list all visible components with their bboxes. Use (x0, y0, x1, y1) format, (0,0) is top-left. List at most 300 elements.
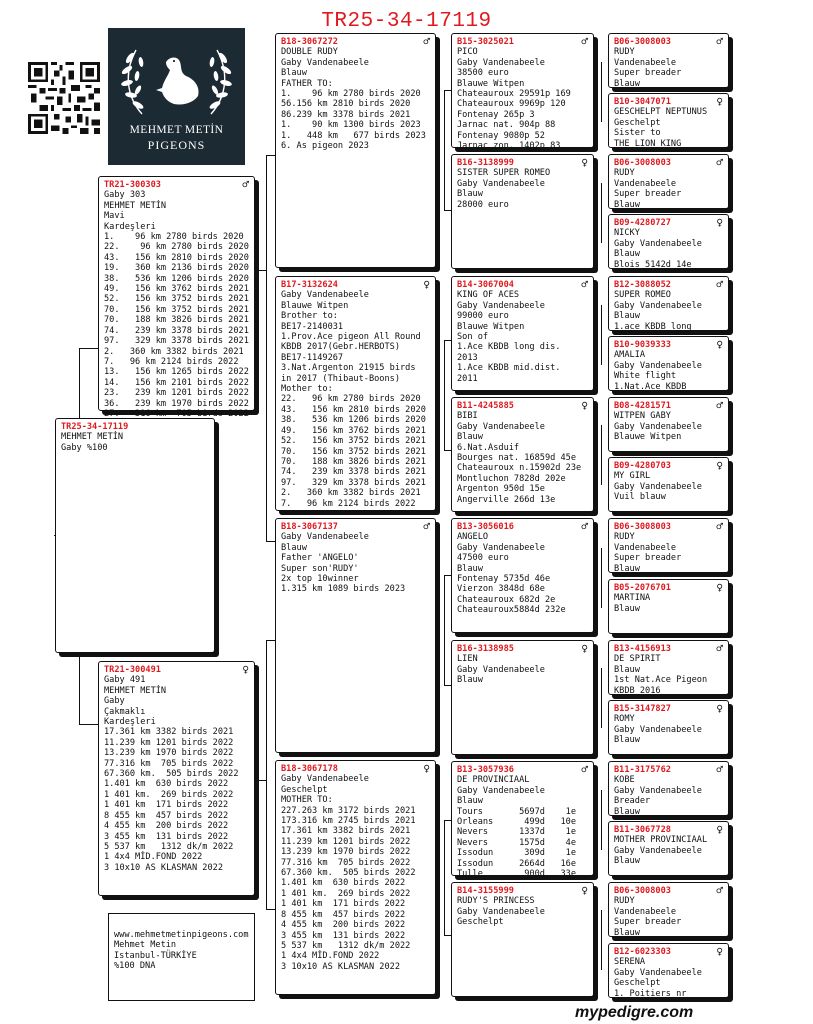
bird-info-line: Blauw (614, 78, 640, 89)
bird-info-line: DOUBLE RUDY (281, 47, 338, 58)
bird-info-line: 70. 156 km 3752 birds 2021 (104, 304, 249, 315)
ring-number: B18-3067272 (281, 37, 338, 47)
bird-card-sdd (451, 397, 594, 512)
ring-number: B18-3067137 (281, 522, 338, 532)
male-icon: ♂ (581, 520, 588, 533)
location-text: Istanbul-TÜRKİYE (114, 950, 197, 961)
bird-info-line: Mother to: (281, 384, 333, 395)
bird-info-line: 38500 euro (457, 68, 509, 79)
bird-card-dss (451, 518, 594, 633)
bird-info-line: 14. 156 km 2101 birds 2022 (104, 377, 249, 388)
bird-info-line: Son of (457, 332, 489, 343)
bird-info-line: in 2017 (Thibaut-Boons) (281, 373, 400, 384)
bird-card-dssd (608, 579, 729, 634)
bird-info-line: 1.Nat.Ace KBDB (614, 381, 687, 392)
ring-number: B11-3067728 (614, 825, 671, 835)
bird-info-line: 56.156 km 2810 birds 2020 (281, 99, 411, 110)
bird-info-line: 8 455 km 457 birds 2022 (281, 909, 406, 920)
bird-info-line: Blauwe Witpen (614, 432, 682, 443)
bird-info-line: Super son'RUDY' (281, 563, 359, 574)
bird-info-line: Blauw (614, 249, 640, 260)
bird-info-line: Çakmaklı (104, 706, 146, 717)
ring-number: B18-3067178 (281, 764, 338, 774)
bird-info-line: KBDB 2016 (614, 685, 661, 696)
female-icon: ♀ (716, 581, 723, 594)
pigeon-wreath-icon (108, 28, 245, 124)
bird-info-line: Issodun 309d 1e (457, 848, 576, 859)
bird-info-line: MARTINA (614, 593, 651, 604)
ring-number: TR25-34-17119 (61, 422, 129, 432)
bird-info-line: MY GIRL (614, 471, 651, 482)
bird-info-line: Gaby Vandenabeele (457, 300, 545, 311)
bird-info-line: 1 4x4 MİD.FOND 2022 (104, 852, 203, 863)
bird-info-line: Chateauroux 9969p 120 (457, 99, 566, 110)
bird-info-line: Vandenabeele (614, 57, 677, 68)
bird-info-line: Jarnac nat. 904p 88 (457, 120, 556, 131)
bird-info-line: DE PROVINCIAAL (457, 775, 530, 786)
bird-info-line: AMALIA (614, 350, 646, 361)
bird-info-line: BE17-2140031 (281, 321, 344, 332)
bird-info-line: 70. 156 km 3752 birds 2021 (281, 446, 426, 457)
ring-number: B16-3138985 (457, 644, 514, 654)
bird-info-line: Blauwe Witpen (281, 300, 349, 311)
bird-card-sire (98, 176, 255, 419)
bird-card-ssd (451, 154, 594, 269)
bird-info-line: 1. 448 km 677 birds 2023 (281, 130, 426, 141)
bird-info-line: 1 401 km 171 birds 2022 (281, 899, 406, 910)
female-icon: ♀ (242, 663, 249, 676)
bird-info-line: Fontenay 265p 3 (457, 109, 535, 120)
female-icon: ♀ (581, 642, 588, 655)
female-icon: ♀ (423, 762, 430, 775)
bird-info-line: 49. 156 km 3762 birds 2021 (281, 425, 426, 436)
bird-info-line: ROMY (614, 714, 635, 725)
bird-info-line: 7. 96 km 2124 birds 2022 (104, 356, 239, 367)
bird-info-line: Nevers 1337d 1e (457, 827, 576, 838)
ring-number: B05-2076701 (614, 583, 671, 593)
bird-info-line: Gaby Vandenabeele (457, 421, 545, 432)
bird-info-line: RUDY (614, 47, 635, 58)
bird-info-line: Blauw (614, 927, 640, 938)
ring-number: B14-3067004 (457, 280, 514, 290)
ring-number: B06-3008003 (614, 158, 671, 168)
bird-info-line: Gaby Vandenabeele (614, 785, 702, 796)
bird-info-line: 1. 90 km 1300 birds 2023 (281, 120, 421, 131)
bird-card-dam (98, 661, 255, 896)
bird-info-line: 38. 536 km 1206 birds 2020 (281, 415, 426, 426)
bird-info-line: BE17-1149267 (281, 352, 344, 363)
bird-info-line: 52. 156 km 3752 birds 2021 (281, 436, 426, 447)
bird-info-line: Blauw (457, 675, 483, 686)
bird-info-line: BIBI (457, 411, 478, 422)
bird-info-line: Gaby Vandenabeele (281, 290, 369, 301)
bird-info-line: Blauw (457, 796, 483, 807)
bird-info-line: 3 10x10 AS KLASMAN 2022 (104, 862, 223, 873)
bird-info-line: Super breader (614, 553, 682, 564)
bird-info-line: KING OF ACES (457, 290, 520, 301)
bird-info-line: WITPEN GABY (614, 411, 671, 422)
bird-info-line: ANGELO (457, 532, 489, 543)
female-icon: ♀ (716, 95, 723, 108)
bird-info-line: Fontenay 5735d 46e (457, 574, 551, 585)
bird-card-ds (275, 518, 436, 753)
bird-card-ssdd (608, 214, 729, 269)
bird-info-line: 77.316 km 705 birds 2022 (281, 857, 411, 868)
bird-info-line: Blauwe Witpen (457, 321, 525, 332)
bird-info-line: PICO (457, 47, 478, 58)
bird-info-line: Blauwe Witpen (457, 78, 525, 89)
bird-card-dddd (608, 943, 729, 998)
bird-info-line: 19. 360 km 2136 birds 2020 (104, 263, 249, 274)
bird-info-line: Geschelpt (614, 978, 661, 989)
ring-number: B11-4245885 (457, 401, 514, 411)
male-icon: ♂ (716, 763, 723, 776)
bird-info-line: Geschelpt (281, 784, 328, 795)
bird-info-line: 52. 156 km 3752 birds 2021 (104, 294, 249, 305)
male-icon: ♂ (581, 763, 588, 776)
bird-info-line: 1 401 km 171 birds 2022 (104, 800, 229, 811)
bird-info-line: 67.360 km. 505 birds 2022 (281, 868, 416, 879)
bird-info-line: Blauw (614, 735, 640, 746)
bird-card-dsdd (608, 700, 729, 755)
bird-info-line: Mavi (104, 211, 125, 222)
ring-number: B11-3175762 (614, 765, 671, 775)
bird-info-line: 97. 329 km 3378 birds 2021 (104, 336, 249, 347)
bird-info-line: Montluchon 7828d 202e (457, 473, 566, 484)
bird-info-line: Orleans 499d 10e (457, 817, 576, 828)
bird-card-dsd (451, 640, 594, 755)
ring-number: B10-3047071 (614, 97, 671, 107)
bird-info-line: 4 455 km 200 birds 2022 (281, 920, 406, 931)
bird-info-line: 1 401 km. 269 birds 2022 (281, 888, 411, 899)
bird-info-line: RUDY (614, 532, 635, 543)
dna-text: %100 DNA (114, 961, 156, 972)
bird-info-line: Vandenabeele (614, 542, 677, 553)
bird-info-line: 13.239 km 1970 birds 2022 (104, 748, 234, 759)
bird-info-line: 8 455 km 457 birds 2022 (104, 810, 229, 821)
bird-info-line: 23. 239 km 1201 birds 2022 (104, 388, 249, 399)
bird-info-line: 47500 euro (457, 553, 509, 564)
bird-info-line: FATHER TO: (281, 78, 333, 89)
bird-info-line: Gaby Vandenabeele (614, 238, 702, 249)
bird-info-line: 11.239 km 1201 birds 2022 (104, 737, 234, 748)
male-icon: ♂ (716, 520, 723, 533)
ring-number: B16-3138999 (457, 158, 514, 168)
bird-info-line: NICKY (614, 228, 640, 239)
bird-info-line: Super breader (614, 917, 682, 928)
bird-info-line: Chateauroux n.15902d 23e (457, 463, 582, 474)
bird-info-line: 13. 156 km 1265 birds 2022 (104, 367, 249, 378)
bird-info-line: 36. 239 km 1970 birds 2022 (104, 398, 249, 409)
bird-info-line: Vandenabeele (614, 906, 677, 917)
bird-info-line: 5 537 km 1312 dk/m 2022 (281, 940, 411, 951)
bird-card-sdss (608, 276, 729, 331)
male-icon: ♂ (423, 35, 430, 48)
loft-contact-box (108, 913, 255, 1001)
pedigree-title: TR25-34-17119 (321, 10, 492, 33)
bird-info-line: Jarnac zon. 1402p 83 (457, 141, 561, 152)
ring-number: B09-4280703 (614, 461, 671, 471)
website-text: www.mehmetmetinpigeons.com (114, 930, 249, 940)
bird-info-line: Blauw (457, 432, 483, 443)
bird-info-line: Blauw (614, 806, 640, 817)
bird-info-line: LIEN (457, 654, 478, 665)
bird-info-line: 1.Prov.Ace pigeon All Round (281, 332, 421, 343)
bird-info-line: Gaby Vandenabeele (457, 785, 545, 796)
male-icon: ♂ (581, 35, 588, 48)
bird-info-line: 74. 239 km 3378 birds 2021 (104, 325, 249, 336)
bird-info-line: 3 455 km 131 birds 2022 (281, 930, 406, 941)
bird-info-line: 77.316 km 705 birds 2022 (104, 758, 234, 769)
bird-info-line: Kardeşleri (104, 717, 156, 728)
bird-info-line: Super breader (614, 68, 682, 79)
bird-info-line: Breader (614, 796, 651, 807)
ring-number: B13-4156913 (614, 644, 671, 654)
loft-logo (108, 28, 245, 165)
bird-card-dsss (608, 518, 729, 573)
bird-info-line: Vierzon 3848d 68e (457, 584, 545, 595)
bird-info-line: 3 455 km 131 birds 2022 (104, 831, 229, 842)
bird-info-line: Gaby Vandenabeele (457, 178, 545, 189)
bird-card-sd (275, 276, 436, 511)
bird-info-line: 2. 360 km 3382 birds 2021 (104, 346, 244, 357)
bird-info-line: 1.401 km 630 birds 2022 (281, 878, 406, 889)
bird-info-line: Chateauroux 682d 2e (457, 594, 556, 605)
bird-info-line: Argenton 950d 15e (457, 484, 545, 495)
bird-info-line: MOTHER PROVINCIAAL (614, 835, 708, 846)
female-icon: ♀ (716, 945, 723, 958)
bird-info-line: Bourges nat. 16859d 45e (457, 453, 576, 464)
bird-info-line: Chateauroux5884d 232e (457, 605, 566, 616)
ring-number: B12-6023303 (614, 947, 671, 957)
bird-info-line: Father 'ANGELO' (281, 553, 359, 564)
bird-info-line: MEHMET METİN (104, 685, 167, 696)
bird-info-line: SERENA (614, 957, 646, 968)
bird-info-line: Gaby Vandenabeele (457, 906, 545, 917)
bird-card-ss (275, 33, 436, 268)
bird-info-line: MOTHER TO: (281, 795, 333, 806)
bird-info-line: Gaby Vandenabeele (614, 967, 702, 978)
ring-number: B14-3155999 (457, 886, 514, 896)
bird-info-line: 28000 euro (457, 199, 509, 210)
bird-info-line: Geschelpt (457, 917, 504, 928)
bird-info-line: SUPER ROMEO (614, 290, 671, 301)
bird-info-line: Blauw (614, 664, 640, 675)
bird-card-dds (451, 761, 594, 880)
bird-info-line: Tours 5697d 1e (457, 806, 576, 817)
bird-info-line: RUDY'S PRINCESS (457, 896, 535, 907)
bird-info-line: 70. 188 km 3826 birds 2021 (281, 456, 426, 467)
bird-info-line: Blauw (614, 563, 640, 574)
bird-info-line: 7. 96 km 2124 birds 2022 (281, 498, 416, 509)
bird-card-dsds (608, 640, 729, 695)
bird-info-line: Fontenay 9080p 52 (457, 130, 545, 141)
bird-info-line: Gaby Vandenabeele (281, 532, 369, 543)
bird-info-line: 38. 536 km 1206 birds 2020 (104, 273, 249, 284)
bird-info-line: White flight (614, 371, 677, 382)
male-icon: ♂ (716, 278, 723, 291)
male-icon: ♂ (581, 278, 588, 291)
bird-card-ddds (608, 882, 729, 937)
bird-card-sssd (608, 93, 729, 148)
qr-code-icon (28, 62, 100, 134)
ring-number: B06-3008003 (614, 37, 671, 47)
female-icon: ♀ (716, 216, 723, 229)
bird-info-line: 1.Ace KBDB mid.dist. (457, 363, 561, 374)
ring-number: B12-3088052 (614, 280, 671, 290)
ring-number: B13-3057936 (457, 765, 514, 775)
bird-info-line: Blauw (457, 563, 483, 574)
female-icon: ♀ (716, 338, 723, 351)
bird-info-line: 1.ace KBDB long (614, 321, 692, 332)
bird-card-sdsd (608, 336, 729, 391)
bird-info-line: 6. As pigeon 2023 (281, 141, 369, 152)
bird-info-line: Geschelpt (614, 117, 661, 128)
bird-info-line: Blauw (281, 68, 307, 79)
bird-info-line: Gaby Vandenabeele (457, 664, 545, 675)
bird-info-line: 22. 96 km 2780 birds 2020 (281, 394, 421, 405)
ring-number: B10-9039333 (614, 340, 671, 350)
bird-card-ddd (451, 882, 594, 997)
ring-number: B06-3008003 (614, 522, 671, 532)
bird-info-line: 1. 96 km 2780 birds 2020 (104, 232, 244, 243)
bird-info-line: Gaby %100 (61, 442, 108, 453)
bird-info-line: 1 4x4 MİD.FOND 2022 (281, 951, 380, 962)
male-icon: ♂ (423, 520, 430, 533)
bird-info-line: Vandenabeele (614, 178, 677, 189)
male-icon: ♂ (716, 642, 723, 655)
bird-info-line: Gaby Vandenabeele (614, 481, 702, 492)
bird-info-line: Gaby Vandenabeele (457, 542, 545, 553)
bird-info-line: 5 537 km 1312 dk/m 2022 (104, 841, 234, 852)
female-icon: ♀ (581, 884, 588, 897)
ring-number: B15-3147827 (614, 704, 671, 714)
bird-info-line: Gaby 303 (104, 190, 146, 201)
logo-text-pigeons: PIGEONS (147, 138, 206, 152)
bird-info-line: 1. 96 km 2780 birds 2020 (281, 89, 421, 100)
bird-info-line: 17.361 km 3382 birds 2021 (104, 727, 234, 738)
bird-info-line: DE SPIRIT (614, 654, 661, 665)
female-icon: ♀ (581, 156, 588, 169)
bird-info-line: Blauw (281, 542, 307, 553)
bird-card-ddss (608, 761, 729, 816)
ring-number: B13-3056016 (457, 522, 514, 532)
ring-number: B09-4280727 (614, 218, 671, 228)
bird-info-line: Kardeşleri (104, 221, 156, 232)
bird-info-line: Blauw (614, 856, 640, 867)
male-icon: ♂ (716, 884, 723, 897)
bird-card-sss (451, 33, 594, 152)
bird-info-line: 227.263 km 3172 birds 2021 (281, 805, 416, 816)
bird-info-line: Angerville 266d 13e (457, 494, 556, 505)
bird-card-sdds (608, 397, 729, 452)
bird-info-line: 1 401 km. 269 birds 2022 (104, 789, 234, 800)
bird-info-line: 173.316 km 2745 birds 2021 (281, 816, 416, 827)
bird-info-line: 3.Nat.Argenton 21915 birds (281, 363, 416, 374)
owner-name: Mehmet Metin (114, 940, 177, 951)
bird-info-line: Gaby Vandenabeele (614, 300, 702, 311)
bird-info-line: 6.Nat.Asduif (457, 442, 520, 453)
bird-card-sddd (608, 457, 729, 512)
bird-info-line: Blauw (614, 199, 640, 210)
bird-info-line: 43. 156 km 2810 birds 2020 (281, 404, 426, 415)
bird-info-line: THE LION KING (614, 138, 682, 149)
bird-info-line: Gaby Vandenabeele (614, 421, 702, 432)
bird-info-line: 1. Poitiers nr (614, 988, 687, 999)
logo-text-name: MEHMET METİN (129, 124, 224, 136)
bird-info-line: RUDY (614, 168, 635, 179)
bird-info-line: Gaby Vandenabeele (457, 57, 545, 68)
female-icon: ♀ (716, 702, 723, 715)
bird-card-ddsd (608, 821, 729, 876)
bird-info-line: Vuil blauw (614, 492, 666, 503)
bird-info-line: Blauw (614, 603, 640, 614)
bird-info-line: Gaby Vandenabeele (614, 360, 702, 371)
bird-info-line: KOBE (614, 775, 635, 786)
ring-number: B17-3132624 (281, 280, 338, 290)
ring-number: B15-3025021 (457, 37, 514, 47)
bird-info-line: 2011 (457, 373, 478, 384)
female-icon: ♀ (423, 278, 430, 291)
ring-number: B08-4281571 (614, 401, 671, 411)
bird-info-line: Issodun 2664d 16e (457, 858, 576, 869)
bird-card-ssss (608, 33, 729, 88)
male-icon: ♂ (716, 156, 723, 169)
bird-info-line: Gaby Vandenabeele (614, 845, 702, 856)
bird-info-line: Super breader (614, 189, 682, 200)
male-icon: ♂ (716, 35, 723, 48)
bird-info-line: 2013 (457, 352, 478, 363)
bird-info-line: 1.315 km 1089 birds 2023 (281, 584, 406, 595)
female-icon: ♀ (581, 399, 588, 412)
bird-info-line: Tulle 900d 33e (457, 869, 576, 880)
bird-info-line: 97. 329 km 3378 birds 2021 (281, 477, 426, 488)
bird-info-line: Blois 5142d 14e (614, 259, 692, 270)
bird-info-line: Sister to (614, 128, 661, 139)
bird-card-subject (55, 418, 215, 653)
bird-info-line: 74. 239 km 3378 birds 2021 (281, 467, 426, 478)
bird-info-line: Blauw (614, 311, 640, 322)
bird-info-line: Gaby (104, 696, 125, 707)
bird-info-line: GESCHELPT NEPTUNUS (614, 107, 708, 118)
bird-info-line: Gaby Vandenabeele (281, 774, 369, 785)
bird-info-line: 1st Nat.Ace Pigeon (614, 675, 708, 686)
ring-number: B06-3008003 (614, 886, 671, 896)
bird-card-ssds (608, 154, 729, 209)
bird-info-line: 27. 316 km 705 birds 2022 (104, 408, 249, 419)
bird-info-line: 43. 156 km 2810 birds 2020 (104, 252, 249, 263)
bird-info-line: 99000 euro (457, 311, 509, 322)
ring-number: TR21-300491 (104, 665, 161, 675)
bird-card-sds (451, 276, 594, 391)
bird-info-line: 22. 96 km 2780 birds 2020 (104, 242, 249, 253)
male-icon: ♂ (716, 399, 723, 412)
bird-info-line: 70. 188 km 3826 birds 2021 (104, 315, 249, 326)
bird-card-dd (275, 760, 436, 995)
bird-info-line: 17.361 km 3382 birds 2021 (281, 826, 411, 837)
bird-info-line: Chateauroux 29591p 169 (457, 89, 571, 100)
bird-info-line: RUDY (614, 896, 635, 907)
bird-info-line: Gaby 491 (104, 675, 146, 686)
bird-info-line: 49. 156 km 3762 birds 2021 (104, 284, 249, 295)
bird-info-line: 3 10x10 AS KLASMAN 2022 (281, 961, 400, 972)
bird-info-line: Gaby Vandenabeele (281, 57, 369, 68)
ring-number: TR21-300303 (104, 180, 161, 190)
bird-info-line: Gaby Vandenabeele (614, 724, 702, 735)
bird-info-line: 11.239 km 1201 birds 2022 (281, 836, 411, 847)
bird-info-line: 1.401 km 630 birds 2022 (104, 779, 229, 790)
bird-info-line: 4 455 km 200 birds 2022 (104, 821, 229, 832)
